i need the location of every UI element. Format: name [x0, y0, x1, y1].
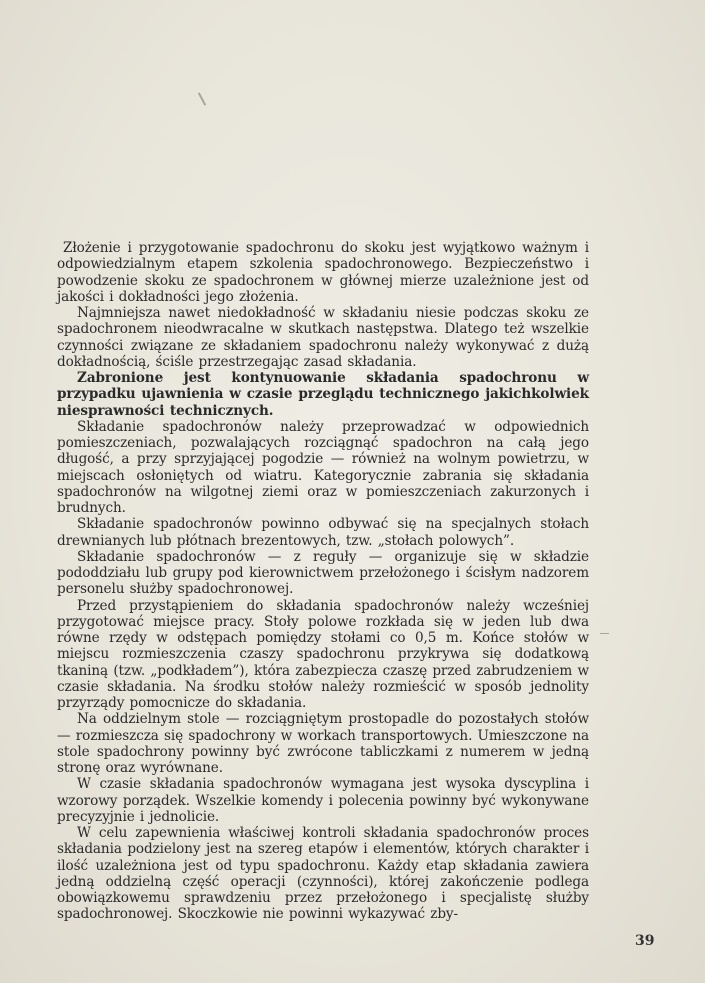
paragraph: Złożenie i przygotowanie spadochronu do skoku jest wyjątkowo ważnym i odpowiedzialnym etapem szkolenia spadochronowego. Bezpieczeństwo i powodzenie skoku ze spadochronem w głównej mierze uzależnione jest od jakości i dokładności jego złożenia.: [57, 240, 589, 305]
body-text: [57, 240, 589, 923]
paragraph: Przed przystąpieniem do składania spadochronów należy wcześniej przygotować miejsce pracy. Stoły polowe rozkłada się w jeden lub dwa równe rzędy w odstępach pomiędzy stołami co 0,5 m. Końce stołów w miejscu rozmieszczenia czaszy spadochronu przykrywa się dodatkową tkaniną (tzw. „podkładem”), która zabezpiecza czaszę przed zabrudzeniem w czasie składania. Na środku stołów należy rozmieścić w sposób jednolity przyrządy pomocnicze do składania.: [57, 597, 589, 711]
paragraph: Składanie spadochronów — z reguły — organizuje się w składzie pododdziału lub grupy pod kierownictwem przełożonego i ścisłym nadzorem personelu służby spadochronowej.: [57, 548, 589, 598]
paragraph: Składanie spadochronów należy przeprowadzać w odpowiednich pomieszczeniach, pozwalających rozciągnąć spadochron na całą jego długość, a przy sprzyjającej pogodzie — również na wolnym powietrzu, w miejscach osłoniętych od wiatru. Kategorycznie zabrania się składania spadochronów na wilgotnej ziemi oraz w pomieszczeniach zakurzonych i brudnych.: [57, 418, 589, 516]
paragraph: Na oddzielnym stole — rozciągniętym prostopadle do pozostałych stołów — rozmieszcza się spadochrony w workach transportowych. Umieszczone na stole spadochrony powinny być zwrócone tabliczkami z numerem w jedną stronę oraz wyrównane.: [57, 711, 589, 776]
paragraph: Najmniejsza nawet niedokładność w składaniu niesie podczas skoku ze spadochronem nieodwracalne w skutkach następstwa. Dlatego też wszelkie czynności związane ze składaniem spadochronu należy wykonywać z dużą dokładnością, ściśle przestrzegając zasad składania.: [57, 305, 589, 370]
paragraph: Składanie spadochronów powinno odbywać się na specjalnych stołach drewnianych lub płótnach brezentowych, tzw. „stołach polowych”.: [57, 516, 589, 549]
scan-mark: [198, 92, 206, 105]
bold-warning-paragraph: Zabronione jest kontynuowanie składania spadochronu w przypadku ujawnienia w czasie przeglądu technicznego jakichkolwiek niesprawności technicznych.: [57, 370, 589, 419]
page-number: 39: [635, 933, 655, 949]
paragraph: W czasie składania spadochronów wymagana jest wysoka dyscyplina i wzorowy porządek. Wszelkie komendy i polecenia powinny być wykonywane precyzyjnie i jednolicie.: [57, 776, 589, 825]
scan-mark: [600, 633, 609, 634]
paragraph: W celu zapewnienia właściwej kontroli składania spadochronów proces składania podzielony jest na szereg etapów i elementów, których charakter i ilość uzależniona jest od typu spadochronu. Każdy etap składania zawiera jedną oddzielną część operacji (czynności), której zakończenie podlega obowiązkowemu sprawdzeniu przez przełożonego i specjalistę służby spadochronowej. Skoczkowie nie powinni wykazywać zby-: [57, 825, 589, 923]
